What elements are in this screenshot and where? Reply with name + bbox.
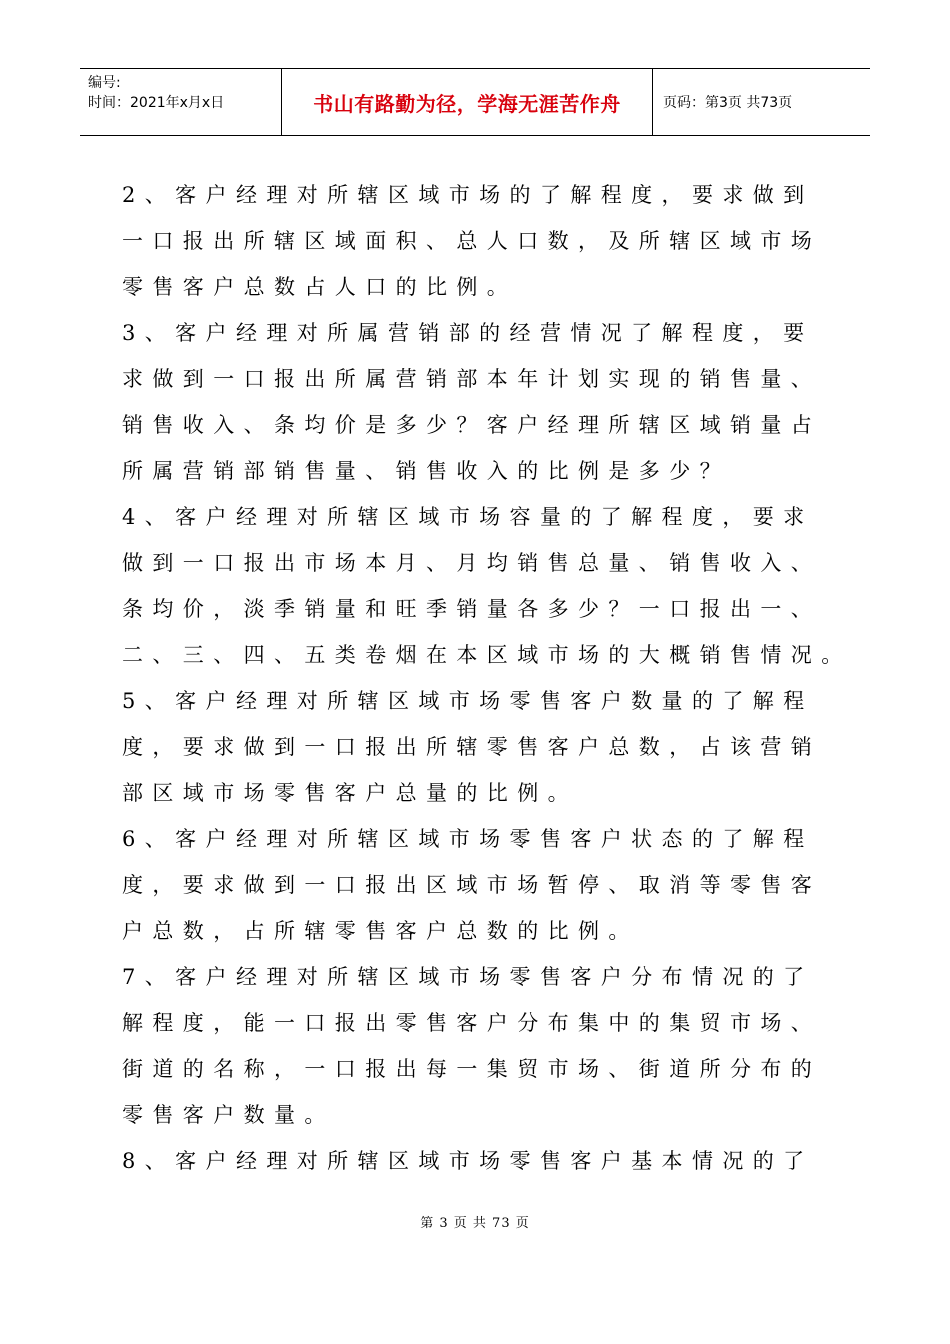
serial-label: 编号: (88, 75, 121, 91)
header-page-info: 页码：第3页 共73页 (663, 95, 793, 111)
text-line: 解程度，能一口报出零售客户分布集中的集贸市场、 (122, 1011, 822, 1035)
text-line: 二、三、四、五类卷烟在本区域市场的大概销售情况。 (122, 643, 852, 667)
page-footer: 第 3 页 共 73 页 (420, 1216, 530, 1231)
text-line: 6、客户经理对所辖区域市场零售客户状态的了解程 (122, 827, 814, 851)
text-line: 零售客户总数占人口的比例。 (122, 275, 518, 299)
text-line: 3、客户经理对所属营销部的经营情况了解程度，要 (122, 321, 814, 345)
text-line: 销售收入、条均价是多少？客户经理所辖区域销量占 (122, 413, 822, 437)
text-line: 零售客户数量。 (122, 1103, 335, 1127)
header-motto: 书山有路勤为径，学海无涯苦作舟 (281, 69, 653, 135)
text-line: 4、客户经理对所辖区域市场容量的了解程度，要求 (122, 505, 814, 529)
text-line: 5、客户经理对所辖区域市场零售客户数量的了解程 (122, 689, 814, 713)
text-line: 求做到一口报出所属营销部本年计划实现的销售量、 (122, 367, 822, 391)
document-body (122, 172, 852, 1184)
text-line: 街道的名称，一口报出每一集贸市场、街道所分布的 (122, 1057, 822, 1081)
header-meta (80, 69, 281, 135)
text-line: 2、客户经理对所辖区域市场的了解程度，要求做到 (122, 183, 814, 207)
text-line: 一口报出所辖区域面积、总人口数，及所辖区域市场 (122, 229, 822, 253)
page-header (80, 68, 870, 136)
text-line: 所属营销部销售量、销售收入的比例是多少？ (122, 459, 730, 483)
text-line: 做到一口报出市场本月、月均销售总量、销售收入、 (122, 551, 822, 575)
text-line: 户总数，占所辖零售客户总数的比例。 (122, 919, 639, 943)
date-label: 时间：2021年x月x日 (88, 95, 225, 111)
text-line: 部区域市场零售客户总量的比例。 (122, 781, 578, 805)
text-line: 条均价，淡季销量和旺季销量各多少？一口报出一、 (122, 597, 822, 621)
text-line: 度，要求做到一口报出所辖零售客户总数，占该营销 (122, 735, 822, 759)
text-line: 度，要求做到一口报出区域市场暂停、取消等零售客 (122, 873, 822, 897)
text-line: 7、客户经理对所辖区域市场零售客户分布情况的了 (122, 965, 814, 989)
text-line: 8、客户经理对所辖区域市场零售客户基本情况的了 (122, 1149, 814, 1173)
